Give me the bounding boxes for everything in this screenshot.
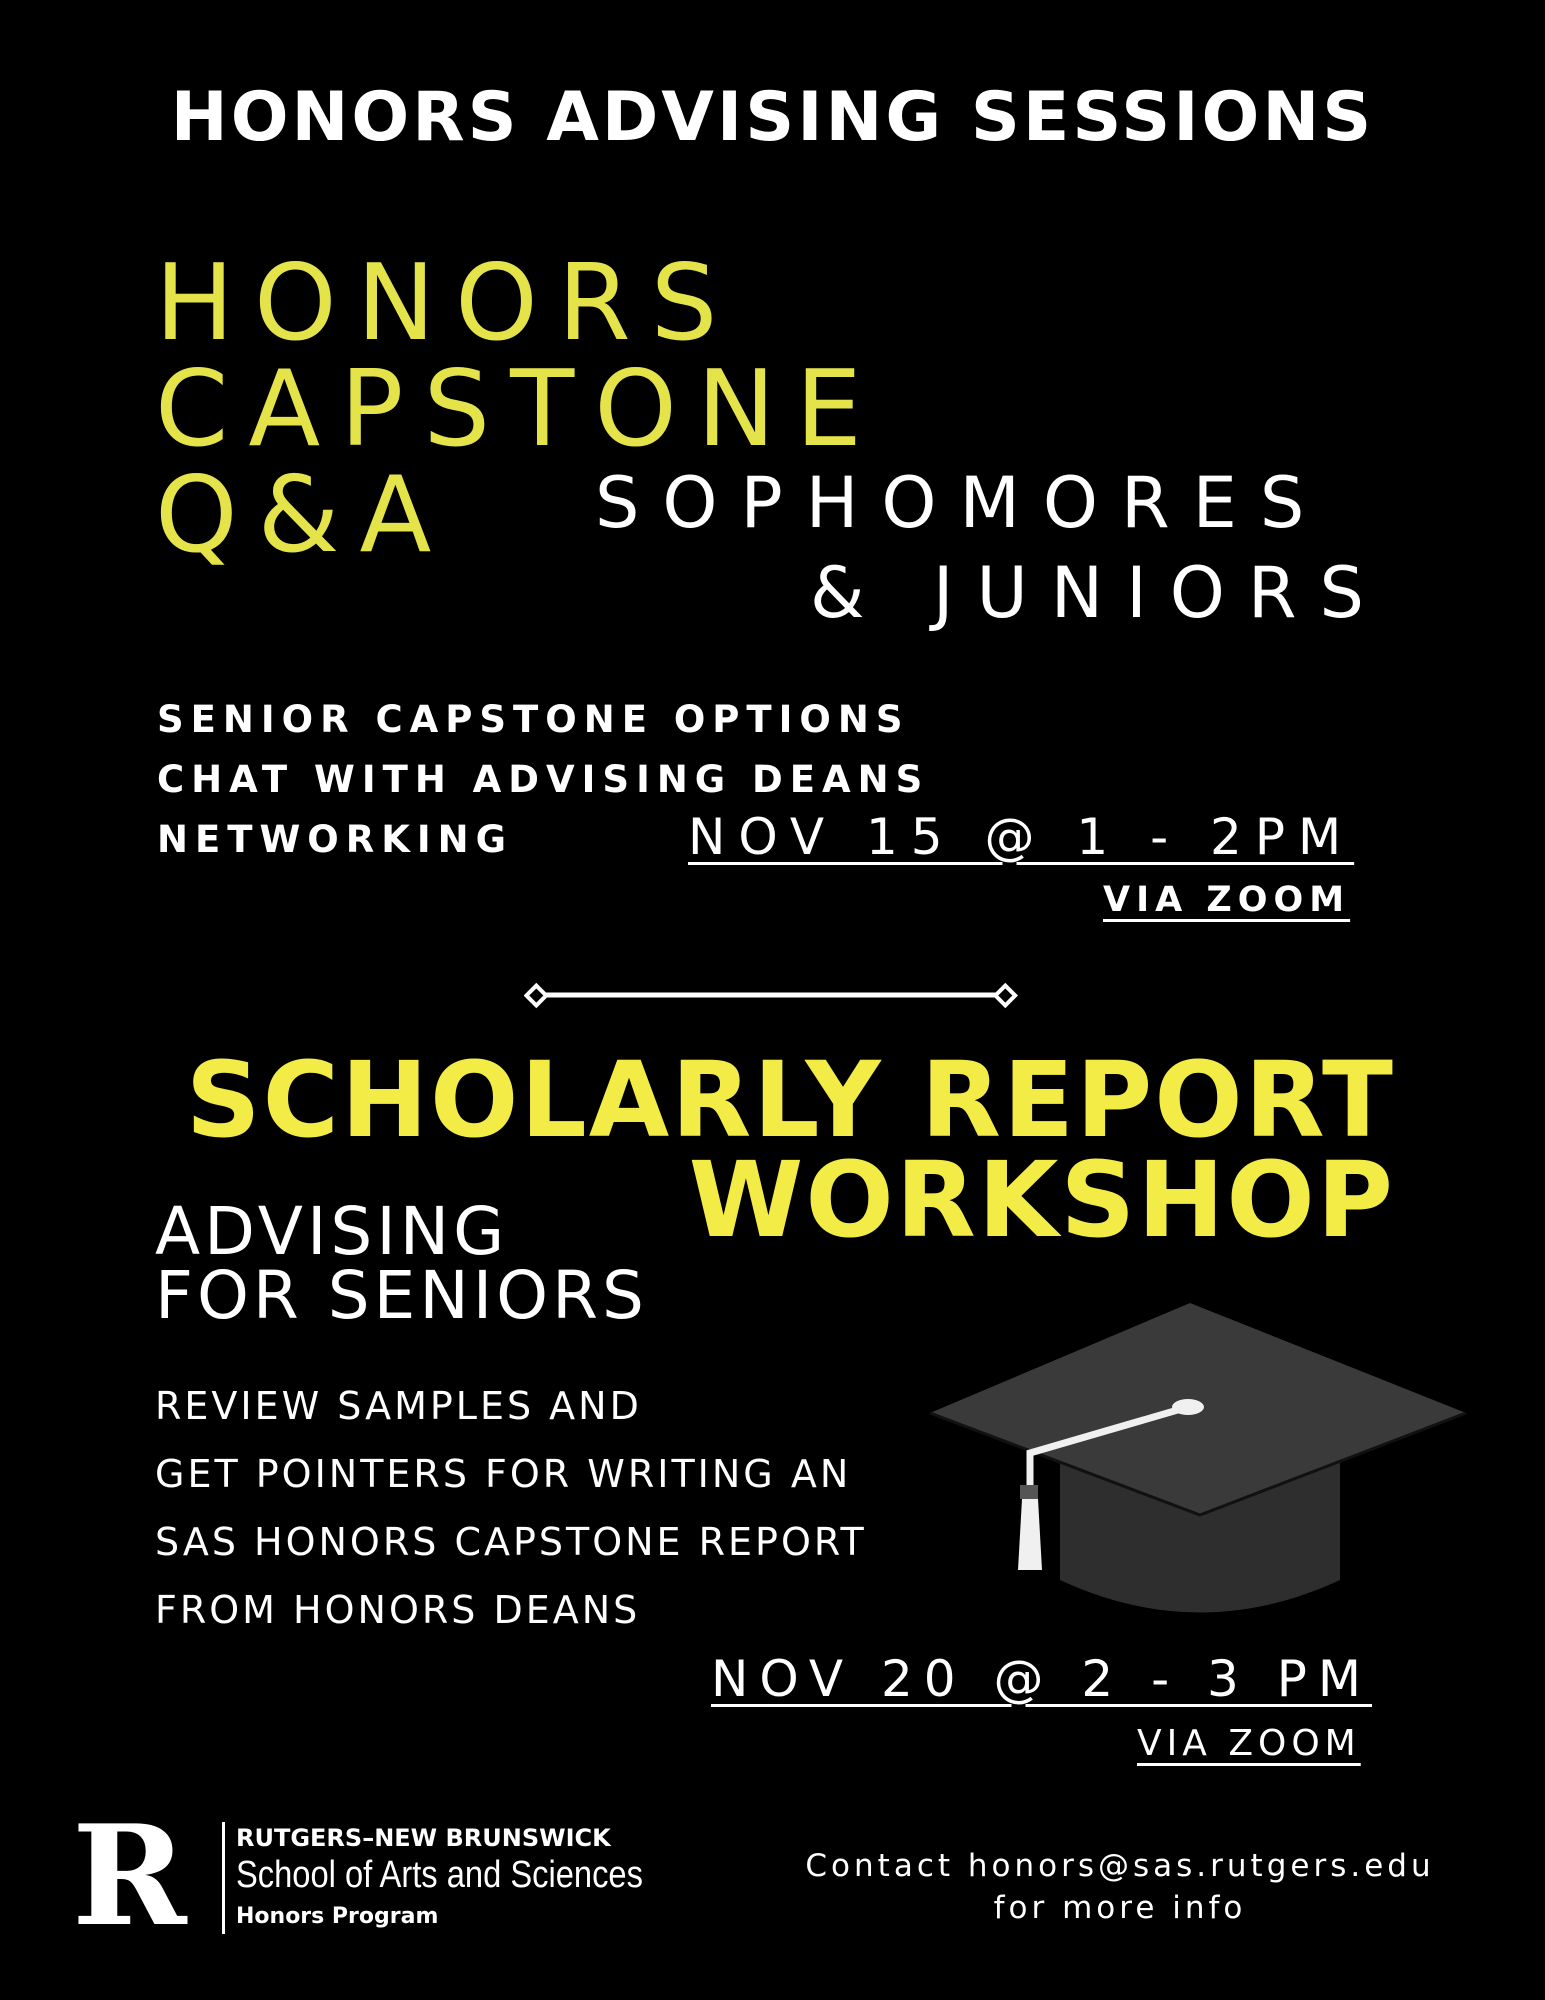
- section-divider: [524, 980, 1019, 1010]
- graduation-cap-icon: [930, 1295, 1470, 1635]
- flyer-heading: HONORS ADVISING SESSIONS: [170, 78, 1375, 157]
- capstone-topic: NETWORKING: [157, 818, 514, 861]
- capstone-audience-line2: & JUNIORS: [810, 552, 1387, 634]
- capstone-title-line: HONORS: [155, 242, 738, 364]
- logo-divider: [222, 1822, 225, 1934]
- contact-info: [780, 1845, 1460, 1929]
- capstone-audience-line1: SOPHOMORES: [595, 462, 1328, 544]
- capstone-location: VIA ZOOM: [1103, 880, 1351, 920]
- workshop-date-time: NOV 20 @ 2 - 3 PM: [711, 1650, 1373, 1708]
- rutgers-r-logo: [72, 1818, 204, 1930]
- workshop-audience-line: FOR SENIORS: [155, 1257, 648, 1334]
- workshop-title-line: SCHOLARLY REPORT: [185, 1039, 1395, 1161]
- workshop-description-line: SAS HONORS CAPSTONE REPORT: [155, 1520, 867, 1564]
- capstone-date-time: NOV 15 @ 1 - 2PM: [688, 808, 1355, 866]
- capstone-title-line: CAPSTONE: [155, 348, 882, 470]
- contact-line: Contact honors@sas.rutgers.edu: [805, 1848, 1435, 1884]
- workshop-description-line: GET POINTERS FOR WRITING AN: [155, 1452, 852, 1496]
- capstone-topic: CHAT WITH ADVISING DEANS: [157, 758, 930, 801]
- workshop-description-line: FROM HONORS DEANS: [155, 1588, 641, 1632]
- workshop-audience-line: ADVISING: [155, 1193, 509, 1270]
- workshop-description-line: REVIEW SAMPLES AND: [155, 1384, 642, 1428]
- school-name: School of Arts and Sciences: [236, 1854, 643, 1896]
- program-name: Honors Program: [236, 1904, 439, 1929]
- workshop-title-line: WORKSHOP: [688, 1139, 1395, 1261]
- contact-line: for more info: [993, 1890, 1247, 1926]
- institution-name: RUTGERS–NEW BRUNSWICK: [236, 1824, 611, 1852]
- workshop-location: VIA ZOOM: [1137, 1723, 1361, 1764]
- logo-letter: R: [72, 1818, 187, 1930]
- capstone-topic: SENIOR CAPSTONE OPTIONS: [157, 698, 910, 741]
- capstone-title-line: Q&A: [155, 454, 452, 576]
- workshop-audience: [155, 1193, 648, 1334]
- workshop-description: [155, 1372, 867, 1644]
